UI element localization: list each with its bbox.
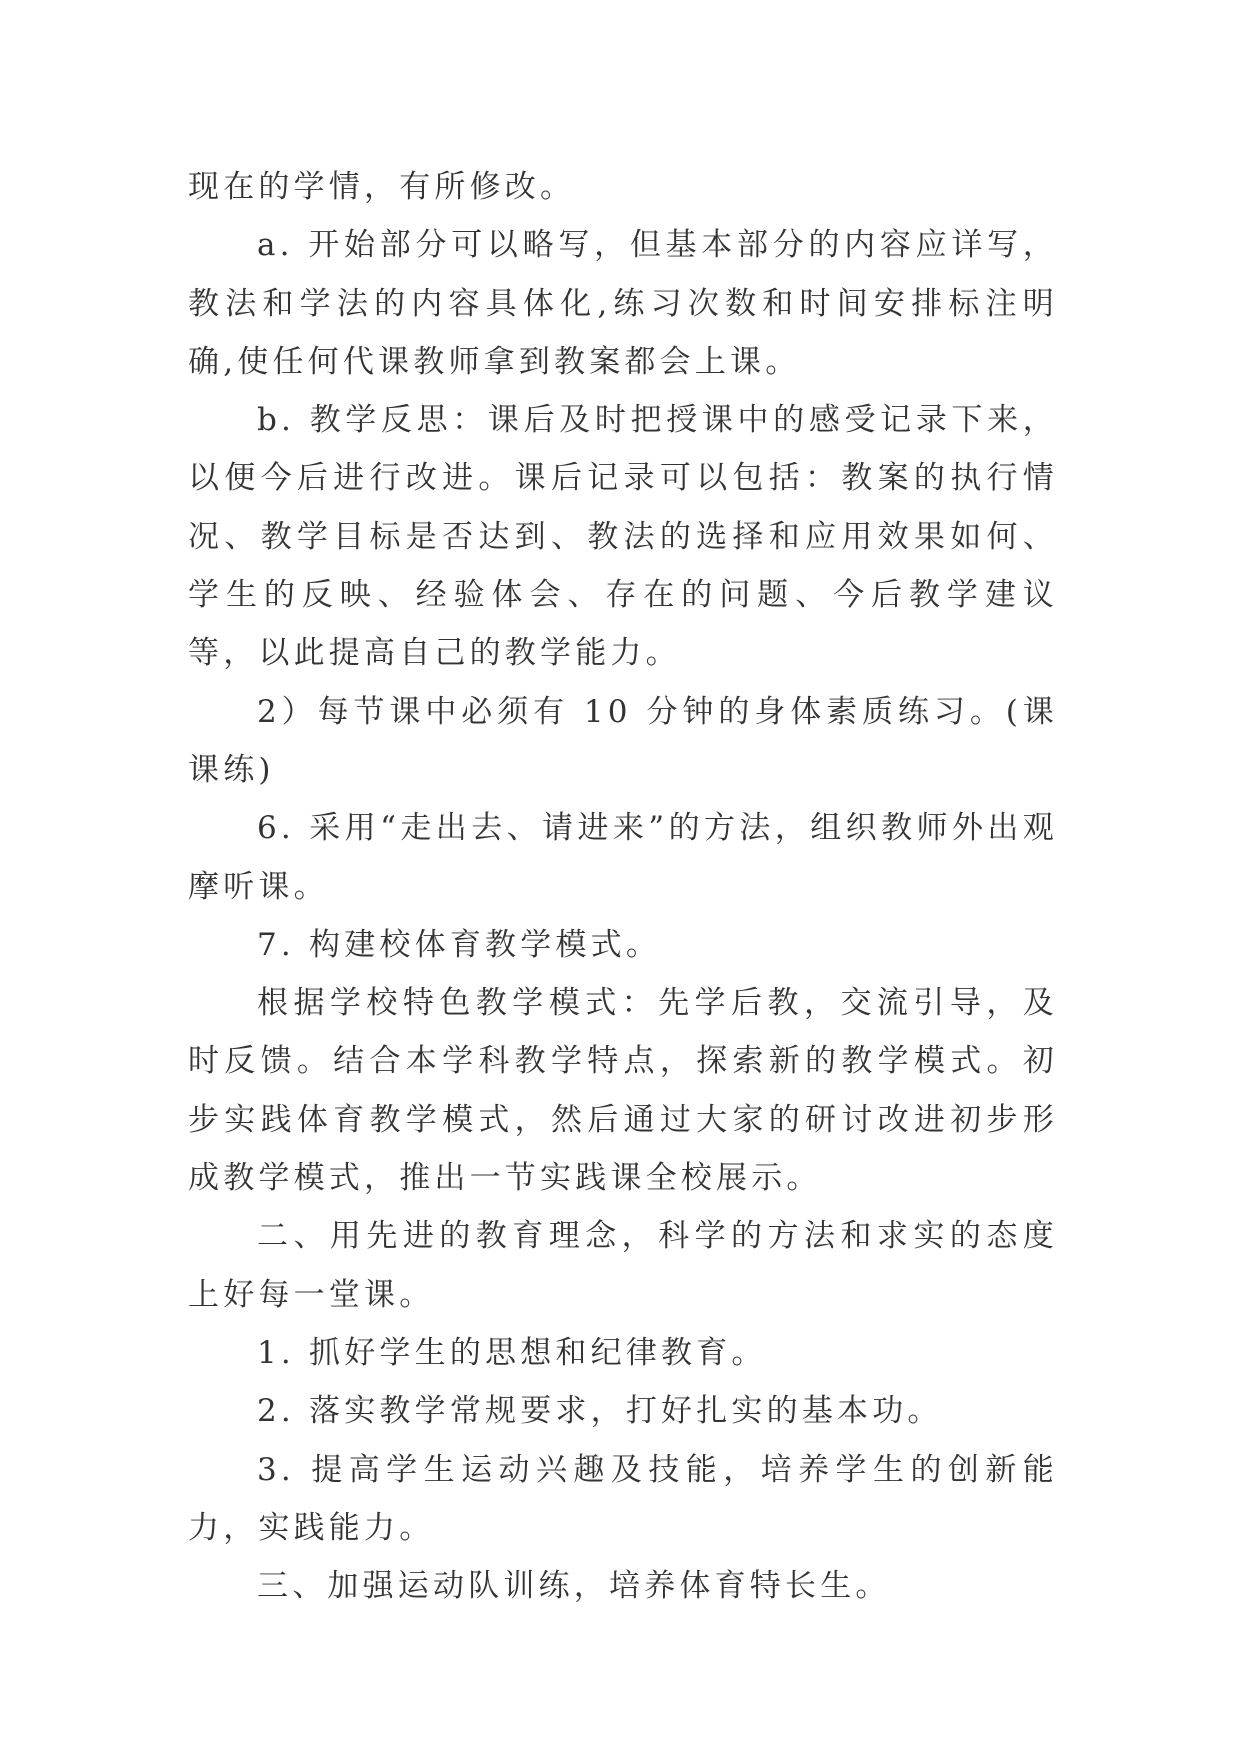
paragraph-item-6: 6. 采用“走出去、请进来”的方法，组织教师外出观摩听课。 <box>188 810 1058 905</box>
paragraph-continuation: 现在的学情，有所修改。 <box>188 169 576 205</box>
paragraph-point-2: 2. 落实教学常规要求，打好扎实的基本功。 <box>257 1393 943 1430</box>
paragraph-point-3: 3. 提高学生运动兴趣及技能，培养学生的创新能力，实践能力。 <box>188 1451 1058 1546</box>
paragraph-point-1: 1. 抓好学生的思想和纪律教育。 <box>257 1334 767 1371</box>
paragraph-item-a: a. 开始部分可以略写，但基本部分的内容应详写，教法和学法的内容具体化,练习次数和时间安排标注明确,使任何代课教师拿到教案都会上课。 <box>188 227 1058 380</box>
paragraph-item-2: 2）每节课中必须有 10 分钟的身体素质练习。(课课练) <box>188 693 1058 788</box>
paragraph-teaching-model: 根据学校特色教学模式：先学后教，交流引导，及时反馈。结合本学科教学特点，探索新的教学模式。初步实践体育教学模式，然后通过大家的研讨改进初步形成教学模式，推出一节实践课全校展示。 <box>188 985 1058 1197</box>
paragraph-item-7: 7. 构建校体育教学模式。 <box>257 926 662 963</box>
section-heading-3: 三、加强运动队训练，培养体育特长生。 <box>257 1568 891 1605</box>
document-body <box>188 158 1058 1615</box>
section-heading-2: 二、用先进的教育理念，科学的方法和求实的态度上好每一堂课。 <box>188 1218 1058 1313</box>
paragraph-item-b: b. 教学反思：课后及时把授课中的感受记录下来，以便今后进行改进。课后记录可以包括：教案的执行情况、教学目标是否达到、教法的选择和应用效果如何、学生的反映、经验体会、存在的问题、今后教学建议等，以此提高自己的教学能力。 <box>188 402 1058 672</box>
